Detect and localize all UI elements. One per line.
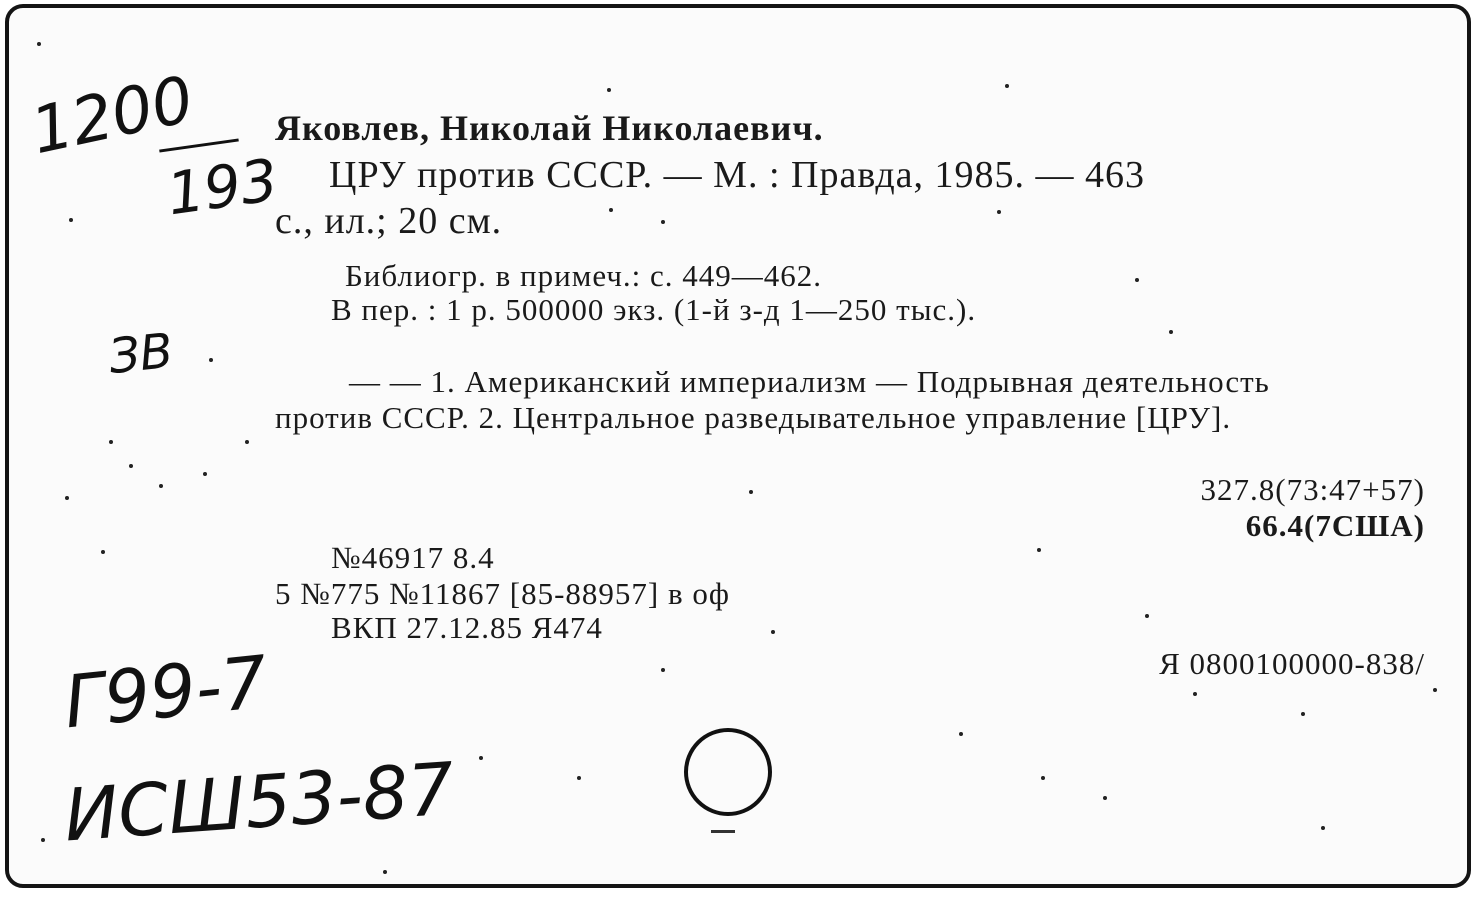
classification-index-2: 66.4(7США) (1245, 508, 1425, 543)
speck (41, 838, 45, 842)
speck (1193, 692, 1197, 696)
speck (203, 472, 207, 476)
speck (1103, 796, 1107, 800)
speck (1321, 826, 1325, 830)
publisher-code: Я 0800100000-838/ (1159, 646, 1425, 681)
speck (159, 484, 163, 488)
speck (1301, 712, 1305, 716)
speck (101, 550, 105, 554)
speck (109, 440, 113, 444)
speck (383, 870, 387, 874)
price-circulation-line: В пер. : 1 р. 500000 экз. (1-й з-д 1—250 тыс.). (331, 292, 977, 327)
author-name: Яковлев, Николай Николаевич. (275, 108, 824, 148)
title-line-1: ЦРУ против СССР. — М. : Правда, 1985. — 463 (329, 154, 1146, 196)
speck (65, 496, 69, 500)
speck (1037, 548, 1041, 552)
speck (577, 776, 581, 780)
speck (661, 220, 665, 224)
subject-line-2: против СССР. 2. Центральное разведывательное управление [ЦРУ]. (275, 400, 1232, 435)
speck (479, 756, 483, 760)
speck (1169, 330, 1173, 334)
speck (37, 42, 41, 46)
vkp-line: ВКП 27.12.85 Я474 (331, 610, 603, 645)
speck (245, 440, 249, 444)
speck (771, 630, 775, 634)
classification-index-1: 327.8(73:47+57) (1200, 472, 1425, 507)
speck (609, 208, 613, 212)
punch-circle (684, 728, 772, 816)
handwritten-code-1: Г99-7 (60, 639, 272, 745)
handwritten-code-2: ИСШ53-87 (61, 746, 457, 858)
speck (1433, 688, 1437, 692)
handwritten-mark: ЗВ (106, 322, 176, 386)
subject-line-1: — — 1. Американский империализм — Подрывная деятельность (349, 364, 1270, 399)
title-line-2: с., ил.; 20 см. (275, 200, 503, 242)
speck (959, 732, 963, 736)
speck (1005, 84, 1009, 88)
order-line: 5 №775 №11867 [85-88957] в оф (275, 576, 730, 611)
speck (1145, 614, 1149, 618)
speck (1041, 776, 1045, 780)
speck (749, 490, 753, 494)
speck (997, 210, 1001, 214)
handwritten-subnumber: 193 (162, 145, 282, 229)
speck (1135, 278, 1139, 282)
bibliography-note: Библиогр. в примеч.: с. 449—462. (345, 258, 823, 293)
catalog-card (5, 4, 1471, 888)
circle-tick (711, 830, 735, 833)
speck (129, 464, 133, 468)
registration-number: №46917 8.4 (331, 540, 495, 575)
speck (661, 668, 665, 672)
speck (209, 358, 213, 362)
handwritten-number: 1200 (25, 62, 200, 170)
speck (69, 218, 73, 222)
speck (607, 88, 611, 92)
